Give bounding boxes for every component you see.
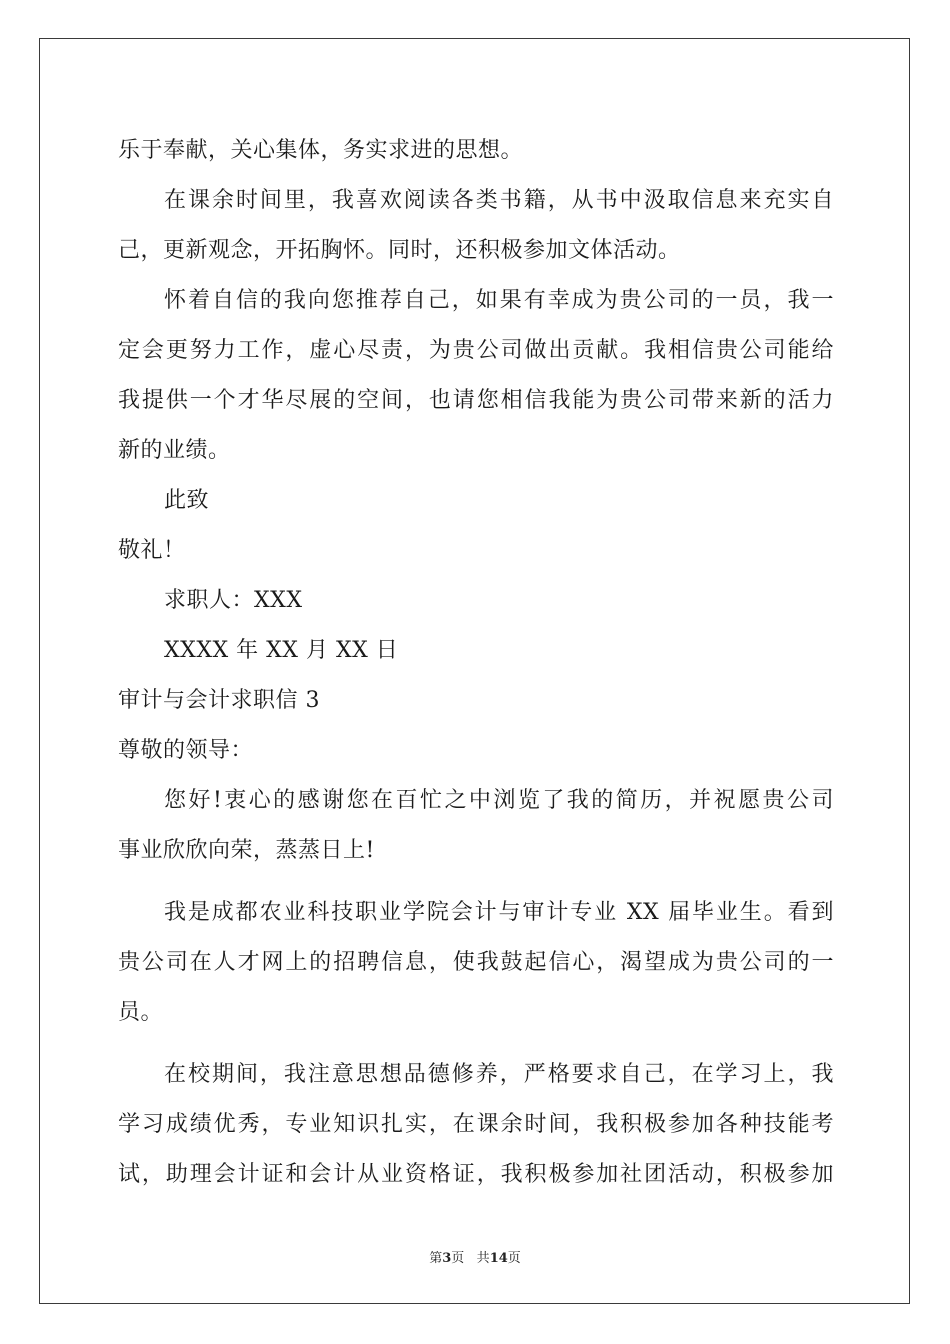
paragraph-line: 贵公司在人才网上的招聘信息，使我鼓起信心，渴望成为贵公司的一 (118, 950, 834, 975)
page-prefix: 第 (429, 1251, 443, 1266)
paragraph-line: 学习成绩优秀，专业知识扎实，在课余时间，我积极参加各种技能考 (118, 1112, 834, 1137)
paragraph-line: 在课余时间里，我喜欢阅读各类书籍，从书中汲取信息来充实自 (164, 188, 834, 213)
paragraph-line: 我提供一个才华尽展的空间，也请您相信我能为贵公司带来新的活力 (118, 388, 834, 413)
closing-line: 此致 (164, 488, 210, 513)
paragraph-line: 乐于奉献，关心集体，务实求进的思想。 (118, 138, 524, 163)
paragraph-line: 试，助理会计证和会计从业资格证，我积极参加社团活动，积极参加 (118, 1162, 834, 1187)
paragraph-line: 员。 (118, 1000, 164, 1025)
section-title: 审计与会计求职信 3 (118, 688, 320, 713)
page-suffix: 页 (451, 1251, 465, 1266)
paragraph-line: 怀着自信的我向您推荐自己，如果有幸成为贵公司的一员，我一 (164, 288, 834, 313)
salutation-line: 敬礼！ (118, 538, 186, 563)
total-suffix: 页 (507, 1251, 521, 1266)
signature-name: 求职人：XXX (164, 588, 303, 613)
greeting-line: 尊敬的领导： (118, 738, 254, 763)
total-pages: 14 (489, 1251, 508, 1266)
paragraph-line: 在校期间，我注意思想品德修养，严格要求自己，在学习上，我 (164, 1062, 834, 1087)
paragraph-line: 您好!衷心的感谢您在百忙之中浏览了我的简历，并祝愿贵公司 (164, 788, 834, 813)
paragraph-line: 己，更新观念，开拓胸怀。同时，还积极参加文体活动。 (118, 238, 681, 263)
paragraph-line: 我是成都农业科技职业学院会计与审计专业 XX 届毕业生。看到 (164, 900, 834, 925)
paragraph-line: 定会更努力工作，虚心尽责，为贵公司做出贡献。我相信贵公司能给 (118, 338, 834, 363)
paragraph-line: 新的业绩。 (118, 438, 231, 463)
page-number: 3 (442, 1251, 452, 1266)
page-footer (0, 1247, 950, 1266)
signature-date: XXXX 年 XX 月 XX 日 (164, 638, 399, 663)
document-body (118, 126, 834, 1200)
total-prefix: 共 (476, 1251, 490, 1266)
paragraph-line: 事业欣欣向荣，蒸蒸日上! (118, 838, 375, 863)
